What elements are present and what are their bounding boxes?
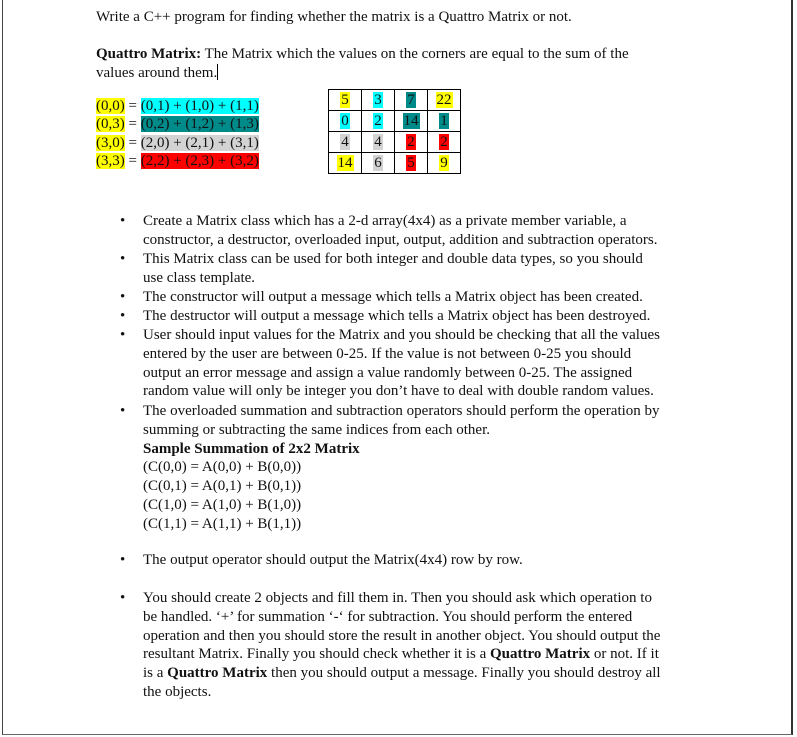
matrix-cell xyxy=(395,132,428,153)
bullet-line xyxy=(143,664,661,683)
formula-rhs: (0,1) + (1,0) + (1,1) xyxy=(140,98,259,114)
bullet-line: random value will only be integer you don’t have to deal with double random values. xyxy=(143,383,654,400)
formula-equals: = xyxy=(124,98,141,114)
bullet-text: the objects. xyxy=(143,683,212,700)
matrix-row xyxy=(329,132,461,153)
matrix-cell-value: 5 xyxy=(341,92,349,108)
formula-list xyxy=(96,97,259,170)
formula-lhs: (3,0) xyxy=(96,134,125,151)
formula-line xyxy=(96,152,259,170)
matrix-cell xyxy=(428,111,461,132)
matrix-cell xyxy=(362,153,395,174)
matrix-cell-value: 3 xyxy=(374,92,382,108)
bullet-text: You should create 2 objects and fill them in. Then you should ask which operation to xyxy=(143,590,652,606)
formula-line xyxy=(96,134,259,152)
definition xyxy=(96,45,629,83)
sample-line: (C(0,0) = A(0,0) + B(0,0)) xyxy=(143,459,302,476)
quattro-term: Quattro Matrix xyxy=(167,665,268,682)
matrix-cell-value: 14 xyxy=(403,113,419,129)
matrix-cell xyxy=(362,132,395,153)
matrix-cell xyxy=(362,111,395,132)
matrix-cell xyxy=(329,132,362,153)
matrix-cell-value: 6 xyxy=(374,155,382,171)
bullet-line: This Matrix class can be used for both integer and double data types, so you should xyxy=(143,251,643,267)
bullet-line: The overloaded summation and subtraction operators should perform the operation by xyxy=(143,403,660,419)
bullet-icon: • xyxy=(120,552,126,568)
bullet-icon: • xyxy=(120,251,126,267)
matrix-cell-value: 22 xyxy=(436,92,452,108)
matrix-cell xyxy=(329,153,362,174)
bullet-icon: • xyxy=(120,403,126,419)
matrix-cell xyxy=(428,153,461,174)
matrix-cell-value: 0 xyxy=(341,113,349,129)
bullet-line: constructor, a destructor, overloaded input, output, addition and subtraction operators. xyxy=(143,231,658,248)
bullet-icon: • xyxy=(120,327,126,343)
matrix-cell-value: 4 xyxy=(374,134,382,150)
bullet-line: The constructor will output a message which tells a Matrix object has been created. xyxy=(143,289,643,305)
bullet-text: operation and then you should store the result in another object. You should output the xyxy=(143,627,661,644)
bullet-line: use class template. xyxy=(143,269,256,286)
bullet-line xyxy=(143,645,661,664)
matrix-cell-value: 1 xyxy=(440,113,448,129)
matrix-cell xyxy=(329,90,362,111)
bullet-text: or not. If it xyxy=(590,646,659,663)
bullet-icon: • xyxy=(120,308,126,324)
formula-rhs: (2,0) + (2,1) + (3,1) xyxy=(140,134,259,151)
sample-line: (C(1,0) = A(1,0) + B(1,0)) xyxy=(143,496,302,513)
matrix-cell-value: 4 xyxy=(341,134,349,150)
formula-line xyxy=(96,97,259,115)
example-matrix-table xyxy=(328,89,461,174)
matrix-cell-value: 2 xyxy=(440,134,448,150)
matrix-row xyxy=(329,90,461,111)
matrix-cell xyxy=(428,132,461,153)
matrix-cell-value: 7 xyxy=(407,92,415,108)
bullet-text: be handled. ‘+’ for summation ‘-‘ for subtraction. You should perform the entered xyxy=(143,608,633,625)
bullet-line: User should input values for the Matrix and you should be checking that all the values xyxy=(143,327,660,343)
bullet-text: resultant Matrix. Finally you should check whether it is a xyxy=(143,646,491,663)
matrix-cell-value: 2 xyxy=(374,113,382,129)
sample-line: (C(1,1) = A(1,1) + B(1,1)) xyxy=(143,515,302,532)
quattro-term: Quattro Matrix xyxy=(490,646,591,663)
bullet-icon: • xyxy=(120,289,126,305)
bullet-line: entered by the user are between 0-25. If the value is not between 0-25 you should xyxy=(143,345,632,362)
formula-lhs: (3,3) xyxy=(96,152,125,169)
matrix-row xyxy=(329,153,461,174)
definition-text-1: The Matrix which the values on the corners are equal to the sum of the xyxy=(201,46,629,62)
formula-lhs: (0,3) xyxy=(96,116,125,133)
definition-text-2: values around them. xyxy=(96,64,218,81)
definition-term: Quattro Matrix: xyxy=(96,46,202,62)
matrix-cell xyxy=(395,90,428,111)
formula-equals: = xyxy=(124,152,141,169)
bullet-line xyxy=(143,589,661,608)
bullet-line: summing or subtracting the same indices from each other. xyxy=(143,421,490,438)
bullet-line xyxy=(143,608,661,627)
bullet-line xyxy=(143,683,661,702)
matrix-cell-value: 9 xyxy=(440,155,448,171)
bullet-icon: • xyxy=(120,590,126,606)
bullet-line: The destructor will output a message which tells a Matrix object has been destroyed. xyxy=(143,308,651,324)
formula-line xyxy=(96,115,259,133)
bullet-line: output an error message and assign a value randomly between 0-25. The assigned xyxy=(143,364,633,381)
matrix-cell xyxy=(395,153,428,174)
matrix-cell-value: 14 xyxy=(337,155,353,171)
bullet-line: The output operator should output the Matrix(4x4) row by row. xyxy=(143,552,523,568)
matrix-cell xyxy=(362,90,395,111)
matrix-cell xyxy=(329,111,362,132)
bullet-text: is a xyxy=(143,665,168,682)
assignment-title: Write a C++ program for finding whether the matrix is a Quattro Matrix or not. xyxy=(96,9,572,25)
matrix-cell-value: 2 xyxy=(407,134,415,150)
matrix-cell-value: 5 xyxy=(407,155,415,171)
text-cursor xyxy=(217,64,218,80)
formula-equals: = xyxy=(124,116,141,133)
matrix-cell xyxy=(395,111,428,132)
formula-rhs: (2,2) + (2,3) + (3,2) xyxy=(140,152,259,169)
bullet-text: then you should output a message. Finally you should destroy all xyxy=(267,665,661,682)
sample-line: (C(0,1) = A(0,1) + B(0,1)) xyxy=(143,478,302,495)
sample-title: Sample Summation of 2x2 Matrix xyxy=(143,440,360,457)
formula-rhs: (0,2) + (1,2) + (1,3) xyxy=(140,116,259,133)
matrix-row xyxy=(329,111,461,132)
bullet-icon: • xyxy=(120,213,126,229)
formula-equals: = xyxy=(124,134,141,151)
bullet-line: Create a Matrix class which has a 2-d array(4x4) as a private member variable, a xyxy=(143,213,627,229)
bullet-line xyxy=(143,627,661,646)
matrix-cell xyxy=(428,90,461,111)
formula-lhs: (0,0) xyxy=(96,98,125,114)
